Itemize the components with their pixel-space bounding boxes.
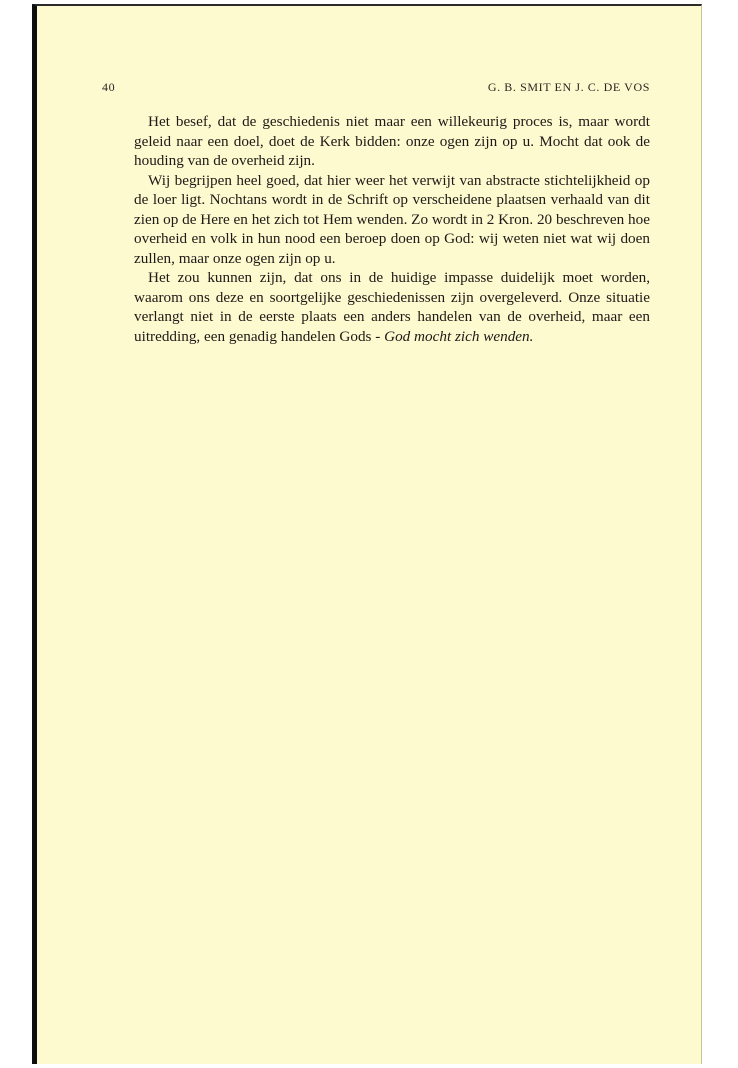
paragraph-1 (134, 112, 650, 171)
body-text (134, 112, 650, 346)
page-number: 40 (102, 80, 116, 94)
paragraph-3-emphasis: God mocht zich wenden. (384, 327, 534, 345)
paragraph-2-text: Wij begrijpen heel goed, dat hier weer het verwijt van abstracte stichtelijkheid op de loer ligt. Nochtans wordt in de Schrift op verscheidene plaatsen verhaald van dit zien op de Here en het zich tot Hem wenden. Zo wordt in 2 Kron. 20 beschreven hoe overheid en volk in hun nood een beroep doen op God: wij weten niet wat wij doen zullen, maar onze ogen zijn op u. (134, 171, 650, 267)
paragraph-1-text: Het besef, dat de geschiedenis niet maar een willekeurig proces is, maar wordt geleid naar een doel, doet de Kerk bidden: onze ogen zijn op u. Mocht dat ook de houding van de overheid zijn. (134, 113, 650, 169)
paragraph-3 (134, 268, 650, 346)
running-head-authors: G. B. SMIT EN J. C. DE VOS (487, 80, 650, 94)
paragraph-2 (134, 171, 650, 269)
paragraph-3-text: Het zou kunnen zijn, dat ons in de huidige impasse duidelijk moet worden, waarom ons deze en soortgelijke geschiedenissen zijn overgeleverd. Onze situatie verlangt niet in de eerste plaats een anders handelen van de overheid, maar een uitredding, een genadig handelen Gods - (134, 269, 650, 345)
